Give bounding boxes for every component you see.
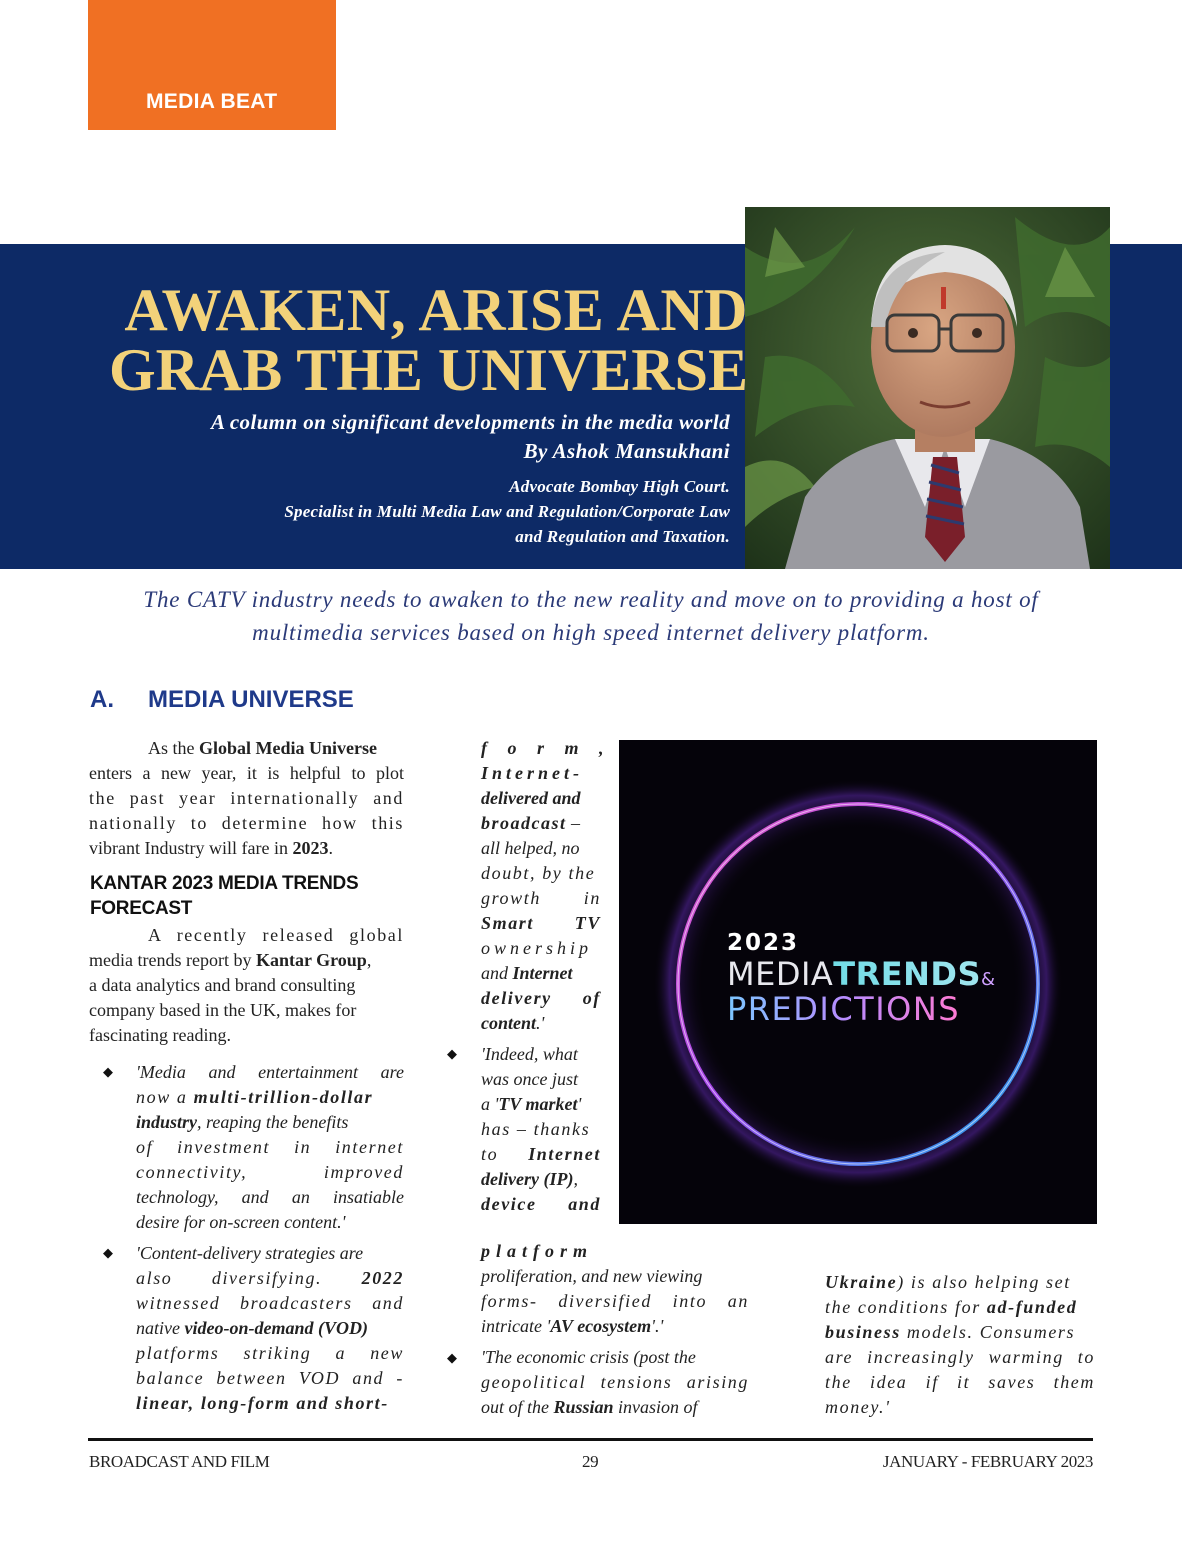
bullet-line: device and	[481, 1194, 601, 1214]
bullet-line: platforms striking a new	[136, 1343, 404, 1363]
section-tab-label: MEDIA BEAT	[146, 90, 278, 113]
promo-year: 2023	[727, 930, 800, 956]
bullet-line: has – thanks	[481, 1119, 591, 1139]
body-line: ownership	[481, 938, 593, 958]
diamond-bullet-icon: ◆	[103, 1245, 113, 1260]
body-line: delivery of	[481, 988, 601, 1008]
author-credential: Specialist in Multi Media Law and Regulation/Corporate Law	[284, 502, 730, 521]
body-line: media trends report by Kantar Group,	[89, 950, 372, 970]
body-line: money.'	[825, 1397, 891, 1417]
footer-publication: BROADCAST AND FILM	[89, 1452, 270, 1471]
bullet-line: witnessed broadcasters and	[136, 1293, 404, 1313]
diamond-bullet-icon: ◆	[447, 1046, 457, 1061]
body-line: the idea if it saves them	[825, 1372, 1095, 1392]
body-line: and Internet	[481, 963, 573, 983]
body-line: content.'	[481, 1013, 545, 1033]
bullet-line: 'The economic crisis (post the	[481, 1347, 696, 1367]
section-heading	[90, 686, 354, 714]
bullet-line: 'Media and entertainment are	[136, 1062, 404, 1082]
bullet-line: out of the Russian invasion of	[481, 1397, 698, 1417]
body-line: a data analytics and brand consulting	[89, 975, 356, 995]
bullet-line: also diversifying. 2022	[136, 1268, 404, 1288]
body-line: all helped, no	[481, 838, 580, 858]
section-tab	[88, 0, 336, 130]
author-byline: By Ashok Mansukhani	[523, 439, 730, 463]
footer-rule	[88, 1438, 1093, 1441]
body-line: delivered and	[481, 788, 581, 808]
author-photo	[745, 207, 1110, 569]
bullet-line: geopolitical tensions arising	[481, 1372, 749, 1392]
body-line: nationally to determine how this	[89, 813, 404, 833]
subheading: KANTAR 2023 MEDIA TRENDS	[90, 873, 359, 894]
promo-amp: &	[981, 969, 996, 990]
body-line: broadcast –	[481, 813, 580, 833]
bullet-line: a 'TV market'	[481, 1094, 582, 1114]
bullet-line: technology, and an insatiable	[136, 1187, 404, 1207]
bullet-line: balance between VOD and -	[136, 1368, 404, 1388]
author-credential: and Regulation and Taxation.	[515, 527, 730, 546]
body-line: Internet-	[481, 763, 584, 783]
subheading: FORECAST	[90, 898, 193, 919]
body-line: Smart TV	[481, 913, 601, 933]
author-credential: Advocate Bombay High Court.	[509, 477, 730, 496]
svg-text:MEDIATRENDS&	[727, 955, 996, 993]
diamond-bullet-icon: ◆	[447, 1350, 457, 1365]
body-line: forms- diversified into an	[481, 1291, 749, 1311]
promo-media: MEDIA	[727, 955, 834, 993]
bullet-line: industry, reaping the benefits	[136, 1112, 349, 1132]
intro-line: The CATV industry needs to awaken to the new reality and move on to providing a host of	[143, 587, 1039, 612]
bullet-line: of investment in internet	[136, 1137, 404, 1157]
body-line: intricate 'AV ecosystem'.'	[481, 1316, 664, 1336]
promo-predictions: PREDICTIONS	[727, 990, 961, 1028]
bullet-line: 'Indeed, what	[481, 1044, 578, 1064]
bullet-line: 'Content-delivery strategies are	[136, 1243, 364, 1263]
body-line: vibrant Industry will fare in 2023.	[89, 838, 333, 858]
bullet-line: delivery (IP),	[481, 1169, 578, 1189]
column-subtitle: A column on significant developments in the media world	[210, 410, 730, 434]
bullet-line: was once just	[481, 1069, 578, 1089]
intro-line: multimedia services based on high speed internet delivery platform.	[252, 620, 930, 645]
body-line: company based in the UK, makes for	[89, 1000, 357, 1020]
footer-date: JANUARY - FEBRUARY 2023	[882, 1452, 1093, 1471]
body-line: f o r m ,	[481, 738, 612, 758]
bullet-line: now a multi-trillion-dollar	[136, 1087, 374, 1107]
body-line: growth in	[481, 888, 601, 908]
diamond-bullet-icon: ◆	[103, 1064, 113, 1079]
section-title: MEDIA UNIVERSE	[148, 686, 354, 713]
bullet-line: linear, long-form and short-	[136, 1393, 389, 1413]
body-line: A recently released global	[148, 925, 404, 945]
promo-trends: TRENDS	[833, 955, 982, 993]
bullet-line: desire for on-screen content.'	[136, 1212, 346, 1232]
headline-line-1: AWAKEN, ARISE AND	[124, 277, 748, 343]
bullet-line: connectivity, improved	[136, 1162, 404, 1182]
bullet-line: native video-on-demand (VOD)	[136, 1318, 368, 1338]
bullet-line: to Internet	[481, 1144, 601, 1164]
headline-line-2: GRAB THE UNIVERSE	[108, 337, 748, 403]
body-line: Ukraine) is also helping set	[825, 1272, 1071, 1292]
body-line: doubt, by the	[481, 863, 596, 883]
body-line: the past year internationally and	[89, 788, 404, 808]
body-line: As the Global Media Universe	[148, 738, 377, 758]
section-number: A.	[90, 686, 114, 713]
body-line: fascinating reading.	[89, 1025, 231, 1045]
body-line: are increasingly warming to	[825, 1347, 1095, 1367]
body-line: the conditions for ad-funded	[825, 1297, 1078, 1317]
body-line: platform	[481, 1241, 594, 1261]
body-line: proliferation, and new viewing	[481, 1266, 703, 1286]
body-line: business models. Consumers	[825, 1322, 1076, 1342]
page-number: 29	[582, 1452, 599, 1471]
body-line: enters a new year, it is helpful to plot	[89, 763, 404, 783]
media-trends-image	[619, 740, 1097, 1224]
